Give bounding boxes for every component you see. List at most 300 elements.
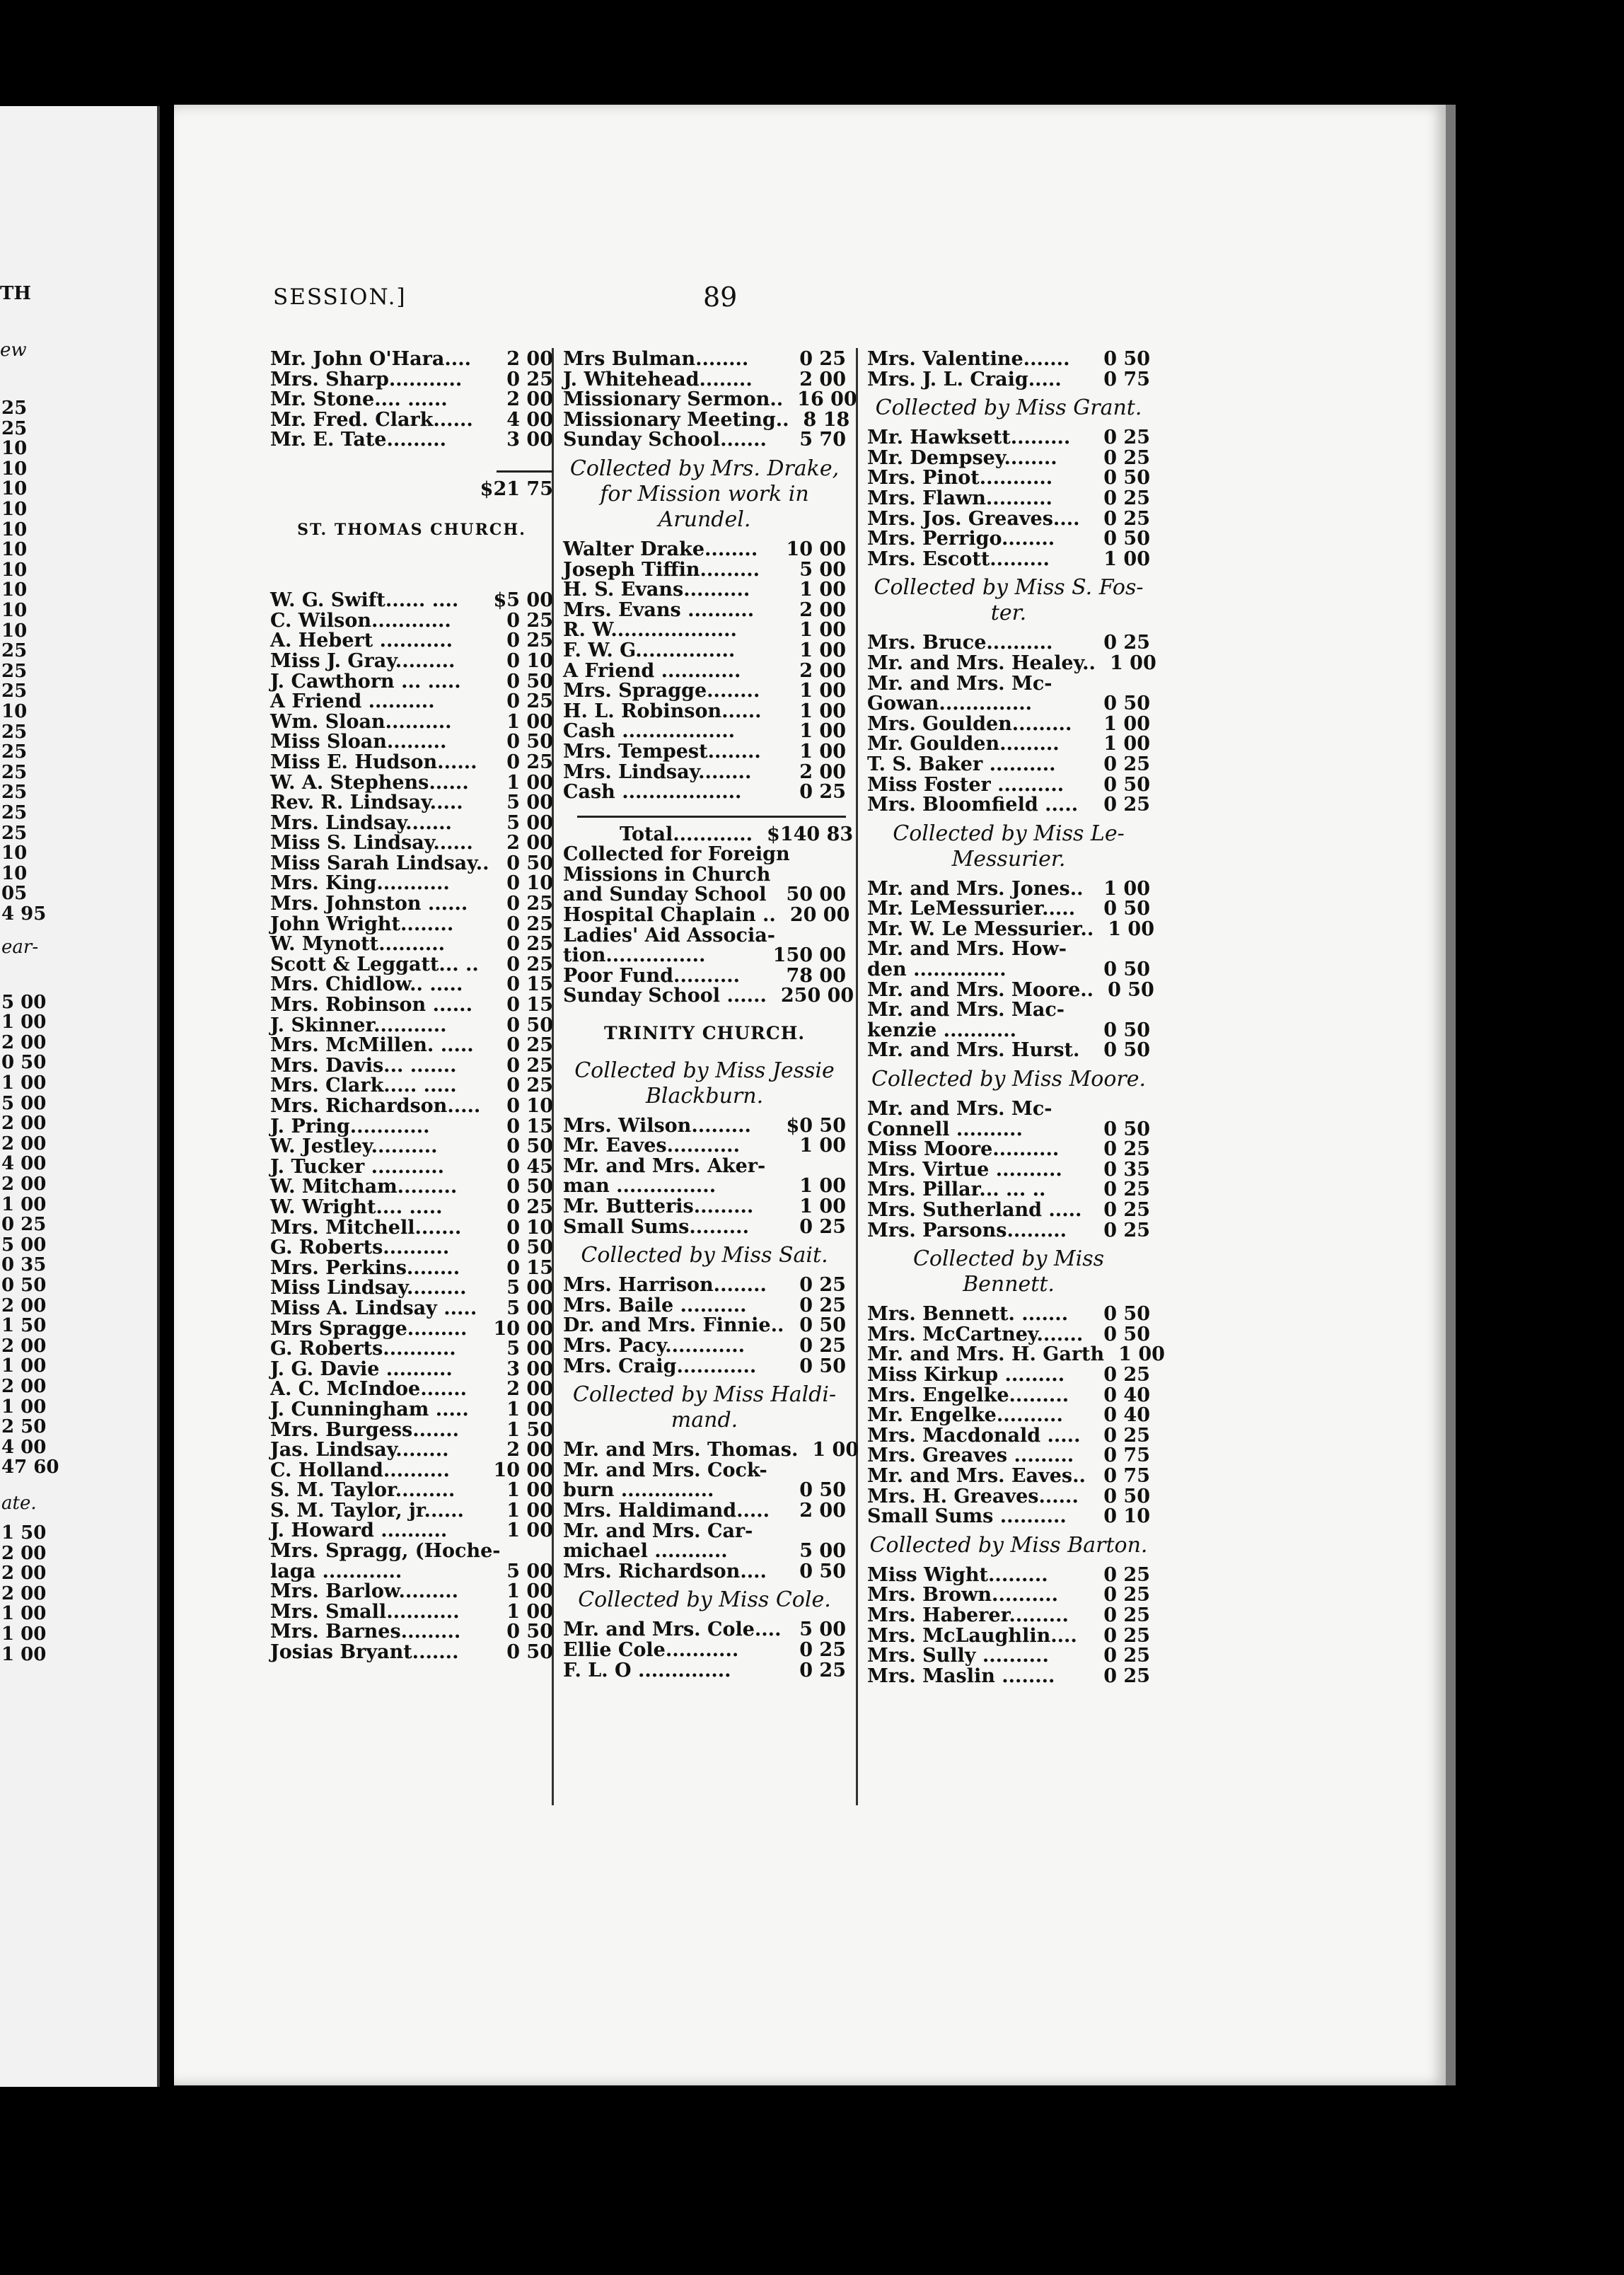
entry-name: Missionary Sermon.. bbox=[563, 388, 784, 411]
entry-amount: 0 50 bbox=[1103, 773, 1150, 796]
entry-name: F. L. O .............. bbox=[563, 1659, 731, 1681]
entry-amount: 1 00 bbox=[506, 1398, 553, 1420]
entry-name: Mrs. Flawn.......... bbox=[867, 487, 1052, 509]
ledger-entry bbox=[563, 1541, 846, 1562]
entry-name: Sunday School ...... bbox=[563, 985, 767, 1007]
entry-name: Mrs. Johnston ...... bbox=[270, 893, 468, 915]
entry-amount: 0 25 bbox=[799, 781, 846, 804]
entry-name: Ellie Cole........... bbox=[563, 1638, 739, 1661]
entry-name: Miss S. Lindsay...... bbox=[270, 832, 473, 855]
entry-name: Cash ................. bbox=[563, 720, 736, 743]
entry-name: Mr. and Mrs. Cock- bbox=[563, 1459, 767, 1481]
entry-amount: 2 00 bbox=[799, 1499, 846, 1522]
donor-list-moore bbox=[867, 1099, 1150, 1241]
ledger-entry bbox=[270, 915, 553, 935]
ledger-entry bbox=[270, 1360, 553, 1380]
ledger-entry bbox=[867, 1386, 1150, 1406]
entry-name: F. W. G............... bbox=[563, 639, 736, 661]
heading-collected-by-miss-cole: Collected by Miss Cole. bbox=[578, 1587, 831, 1613]
entry-name: Mrs. Pacy............ bbox=[563, 1334, 746, 1357]
entry-amount: 1 00 bbox=[1109, 652, 1156, 674]
donor-list-haldimand bbox=[563, 1439, 859, 1582]
ledger-entry bbox=[563, 865, 846, 886]
ledger-entry bbox=[563, 782, 846, 803]
entry-amount: 0 40 bbox=[1103, 1404, 1150, 1427]
entry-name: Mrs. Clark..... ..... bbox=[270, 1075, 457, 1097]
entry-name: Mrs. Parsons......... bbox=[867, 1219, 1067, 1241]
entry-amount: 2 00 bbox=[506, 1378, 553, 1401]
entry-amount: 0 25 bbox=[1103, 632, 1150, 654]
entry-amount: 50 00 bbox=[786, 884, 846, 906]
entry-name: Mr. and Mrs. H. Garth bbox=[867, 1343, 1105, 1366]
entry-amount: 0 50 bbox=[506, 1176, 553, 1198]
entry-name: Mrs. Greaves ......... bbox=[867, 1445, 1074, 1467]
left-page-amount: 1 00 bbox=[1, 1603, 47, 1625]
left-page-amount: 10 bbox=[1, 519, 28, 540]
left-page-amount: 1 00 bbox=[1, 1355, 47, 1377]
entry-name: Mr. and Mrs. Jones.. bbox=[867, 877, 1084, 900]
entry-amount: 0 15 bbox=[506, 973, 553, 996]
entry-amount bbox=[1136, 939, 1150, 960]
ledger-entry bbox=[270, 874, 553, 894]
entry-name: Mrs. Spragg, (Hoche- bbox=[270, 1540, 501, 1563]
entry-name: Mr. Fred. Clark...... bbox=[270, 408, 473, 431]
ledger-entry bbox=[270, 1440, 553, 1461]
ledger-entry bbox=[867, 917, 1154, 940]
entry-amount: 2 00 bbox=[506, 832, 553, 855]
entry-amount: 0 50 bbox=[506, 852, 553, 874]
entry-name: Mr. and Mrs. Car- bbox=[563, 1519, 753, 1542]
entry-amount: 0 50 bbox=[799, 1355, 846, 1377]
ledger-entry bbox=[563, 1336, 846, 1357]
entry-name: C. Holland.......... bbox=[270, 1459, 450, 1481]
entry-amount: 8 18 bbox=[803, 408, 850, 431]
entry-name: Josias Bryant....... bbox=[270, 1641, 459, 1664]
ledger-entry bbox=[563, 430, 846, 451]
ledger-entry bbox=[867, 489, 1150, 509]
entry-name: Mrs. Burgess....... bbox=[270, 1418, 460, 1441]
entry-name: Sunday School....... bbox=[563, 429, 767, 451]
ledger-entry bbox=[563, 966, 846, 987]
ledger-entry bbox=[563, 1461, 846, 1481]
ledger-entry bbox=[270, 1521, 553, 1541]
entry-amount: 0 50 bbox=[506, 1014, 553, 1036]
left-page-amount: 10 bbox=[1, 620, 28, 642]
entry-name: Mr. John O'Hara.... bbox=[270, 348, 471, 370]
entry-amount: 0 25 bbox=[799, 1334, 846, 1357]
entry-amount: 0 10 bbox=[506, 872, 553, 895]
entry-name: den .............. bbox=[867, 959, 1007, 981]
entry-amount: 2 00 bbox=[506, 348, 553, 370]
entry-name: Mr. and Mrs. Healey.. bbox=[867, 652, 1096, 674]
ledger-entry bbox=[867, 1446, 1150, 1466]
ledger-entry bbox=[867, 1325, 1150, 1345]
entry-amount: 0 25 bbox=[1103, 1179, 1150, 1201]
entry-name: Mrs. Perrigo........ bbox=[867, 528, 1055, 550]
entry-name: A. C. McIndoe....... bbox=[270, 1378, 468, 1401]
entry-amount: 1 00 bbox=[1118, 1343, 1165, 1366]
entry-amount: 0 15 bbox=[506, 1256, 553, 1279]
entry-amount: 0 25 bbox=[506, 953, 553, 976]
ledger-entry bbox=[867, 1120, 1150, 1140]
entry-name: kenzie ........... bbox=[867, 1019, 1017, 1041]
entry-amount: 10 00 bbox=[493, 1459, 553, 1481]
entry-amount: 4 00 bbox=[506, 408, 553, 431]
entry-name: Mrs. Spragge........ bbox=[563, 680, 760, 702]
entry-amount: 1 00 bbox=[799, 1196, 846, 1217]
ledger-entry bbox=[563, 985, 854, 1007]
entry-amount: 10 00 bbox=[786, 538, 846, 560]
ledger-entry bbox=[867, 899, 1150, 920]
ledger-entry bbox=[867, 674, 1150, 695]
entry-amount: 16 00 bbox=[797, 388, 857, 411]
entry-name: R. W................... bbox=[563, 619, 737, 642]
donor-list-sait bbox=[563, 1275, 846, 1377]
entry-name: Mrs. Sully .......... bbox=[867, 1645, 1049, 1667]
entry-amount: 1 50 bbox=[506, 1418, 553, 1441]
ledger-entry bbox=[867, 509, 1150, 530]
left-page-amount: 10 bbox=[1, 701, 28, 722]
column-1 bbox=[270, 349, 553, 1663]
ledger-entry bbox=[270, 811, 553, 834]
ledger-entry bbox=[867, 1406, 1150, 1426]
entry-amount: 0 25 bbox=[1103, 1645, 1150, 1667]
left-page-amount: 10 bbox=[1, 478, 28, 500]
entry-name: Mr. W. Le Messurier.. bbox=[867, 917, 1094, 940]
ledger-entry bbox=[563, 681, 846, 702]
entry-amount: 0 50 bbox=[506, 1621, 553, 1643]
left-page-amount: 25 bbox=[1, 721, 28, 743]
entry-amount: 5 00 bbox=[506, 811, 553, 834]
entry-amount: 0 50 bbox=[1103, 1323, 1150, 1345]
donor-list-cole bbox=[563, 1620, 846, 1681]
entry-amount: 1 00 bbox=[506, 1499, 553, 1522]
entry-amount: 0 25 bbox=[1103, 794, 1150, 816]
entry-name: A Friend .......... bbox=[270, 690, 435, 713]
ledger-entry bbox=[867, 1667, 1150, 1687]
left-page-amount: 1 00 bbox=[1, 1643, 47, 1665]
ledger-entry bbox=[563, 1136, 846, 1157]
ledger-entry bbox=[867, 529, 1150, 550]
ledger-entry bbox=[563, 1620, 846, 1640]
entry-name: Wm. Sloan.......... bbox=[270, 710, 452, 733]
ledger-entry bbox=[270, 1622, 553, 1643]
ledger-entry bbox=[867, 1160, 1150, 1181]
heading-collected-by-mrs-drake: Collected by Mrs. Drake, for Mission work in Arundel. bbox=[569, 456, 840, 532]
entry-name: Mrs. Wilson......... bbox=[563, 1114, 751, 1137]
ledger-entry bbox=[563, 661, 846, 682]
entry-name: Missions in Church bbox=[563, 863, 771, 886]
ledger-entry bbox=[270, 854, 553, 874]
entry-name: Mr. and Mrs. Mc- bbox=[867, 672, 1052, 695]
entry-name: Miss Moore.......... bbox=[867, 1138, 1060, 1161]
ledger-entry bbox=[563, 904, 850, 927]
entry-amount: 0 25 bbox=[506, 690, 553, 713]
ledger-entry bbox=[867, 879, 1150, 900]
ledger-entry bbox=[867, 349, 1150, 370]
ledger-entry bbox=[867, 1606, 1150, 1626]
entry-name: Mr. Hawksett......... bbox=[867, 427, 1071, 449]
donor-list-top bbox=[867, 349, 1150, 390]
entry-amount: 0 25 bbox=[1103, 1219, 1150, 1241]
entry-name: Mrs Spragge......... bbox=[270, 1317, 468, 1340]
ledger-entry bbox=[867, 1041, 1150, 1061]
left-page-amount: 5 00 bbox=[1, 991, 47, 1013]
entry-name: Mrs. J. L. Craig..... bbox=[867, 368, 1062, 390]
ledger-entry bbox=[270, 1481, 553, 1501]
running-header: SESSION.] bbox=[273, 284, 407, 310]
entry-amount: 1 00 bbox=[799, 579, 846, 601]
ledger-entry bbox=[563, 885, 846, 905]
entry-amount bbox=[832, 926, 846, 947]
entry-name: Hospital Chaplain .. bbox=[563, 904, 776, 927]
ledger-entry bbox=[563, 580, 846, 601]
ledger-entry bbox=[270, 1501, 553, 1522]
entry-amount: 0 50 bbox=[1103, 528, 1150, 550]
ledger-entry bbox=[563, 702, 846, 722]
entry-amount: 0 50 bbox=[1103, 1118, 1150, 1140]
ledger-entry bbox=[270, 753, 553, 773]
entry-amount: 0 25 bbox=[1103, 507, 1150, 530]
left-page-amount: 25 bbox=[1, 802, 28, 823]
ledger-entry bbox=[270, 934, 553, 955]
entry-name: Mr. and Mrs. Moore.. bbox=[867, 978, 1094, 1001]
ledger-entry bbox=[867, 1365, 1150, 1386]
entry-amount: 250 00 bbox=[780, 985, 854, 1007]
entry-name: Joseph Tiffin......... bbox=[563, 558, 760, 581]
entry-amount: 0 50 bbox=[1103, 1485, 1150, 1507]
left-page-amount: 25 bbox=[1, 741, 28, 763]
ledger-entry bbox=[867, 1626, 1150, 1647]
entry-name: Mrs. Virtue .......... bbox=[867, 1158, 1062, 1181]
entry-amount: 5 00 bbox=[506, 1560, 553, 1582]
ledger-entry bbox=[270, 894, 553, 915]
ledger-entry bbox=[270, 410, 553, 431]
entry-amount: 3 00 bbox=[506, 429, 553, 451]
entry-amount: 0 25 bbox=[506, 1196, 553, 1218]
ledger-entry bbox=[867, 775, 1150, 796]
ledger-entry bbox=[867, 1487, 1150, 1507]
entry-name: Mrs. Davis... ....... bbox=[270, 1054, 457, 1077]
column-divider-2 bbox=[856, 348, 858, 1805]
donor-list-top bbox=[563, 348, 857, 451]
entry-amount: 1 00 bbox=[799, 1135, 846, 1157]
total-label: Total............ bbox=[620, 823, 753, 845]
left-page-amount: 0 50 bbox=[1, 1052, 47, 1074]
left-page-amount: 1 00 bbox=[1, 1012, 47, 1034]
entry-amount bbox=[1136, 1000, 1150, 1021]
entry-name: Mr. and Mrs. Cole.... bbox=[563, 1619, 782, 1641]
entry-name: Small Sums .......... bbox=[867, 1505, 1067, 1528]
entry-amount: 0 25 bbox=[506, 1054, 553, 1077]
entry-amount: 0 25 bbox=[1103, 1665, 1150, 1687]
entry-amount: 1 00 bbox=[799, 700, 846, 722]
entry-amount: 0 25 bbox=[1103, 1624, 1150, 1647]
entry-name: H. S. Evans.......... bbox=[563, 579, 750, 601]
entry-name: Mrs. Pinot........... bbox=[867, 467, 1053, 490]
ledger-entry bbox=[270, 692, 553, 712]
donor-list-grant bbox=[867, 428, 1150, 569]
entry-amount: 0 25 bbox=[1103, 487, 1150, 509]
entry-amount: 0 15 bbox=[506, 1115, 553, 1138]
entry-name: Mrs. Lindsay........ bbox=[563, 760, 752, 783]
total-value: $140 83 bbox=[767, 823, 854, 845]
entry-name: Mr. Butteris......... bbox=[563, 1196, 754, 1217]
entry-name: michael ........... bbox=[563, 1540, 728, 1563]
entry-name: Mr. Goulden......... bbox=[867, 733, 1060, 756]
entry-name: W. Mitcham......... bbox=[270, 1176, 458, 1198]
ledger-entry bbox=[867, 1585, 1150, 1606]
left-page-text-fragment: ear- bbox=[1, 936, 39, 958]
entry-amount: 0 75 bbox=[1103, 1445, 1150, 1467]
ledger-entry bbox=[270, 430, 553, 451]
left-page-amount: 10 bbox=[1, 499, 28, 520]
entry-amount: 0 25 bbox=[1103, 1138, 1150, 1161]
ledger-entry bbox=[270, 1319, 553, 1340]
left-page-amount: 1 50 bbox=[1, 1315, 47, 1337]
ledger-entry bbox=[867, 1343, 1165, 1366]
left-page-amount: 2 00 bbox=[1, 1031, 47, 1053]
ledger-entry bbox=[867, 1221, 1150, 1241]
left-page-amount: 25 bbox=[1, 398, 28, 419]
ledger-entry bbox=[270, 1056, 553, 1077]
entry-amount: 1 00 bbox=[506, 1479, 553, 1502]
ledger-entry bbox=[270, 995, 553, 1016]
left-page-amount: 10 bbox=[1, 862, 28, 884]
entry-name: Mrs. Macdonald ..... bbox=[867, 1424, 1081, 1447]
ledger-entry bbox=[563, 641, 846, 661]
ledger-entry bbox=[270, 1420, 553, 1441]
ledger-entry bbox=[563, 926, 846, 947]
entry-amount: 1 00 bbox=[506, 771, 553, 794]
left-page-amount: 2 00 bbox=[1, 1113, 47, 1135]
entry-amount: 0 10 bbox=[506, 1095, 553, 1117]
entry-name: Gowan.............. bbox=[867, 693, 1033, 715]
entry-amount: 1 00 bbox=[812, 1439, 859, 1461]
entry-name: and Sunday School bbox=[563, 884, 767, 906]
ledger-entry bbox=[270, 1096, 553, 1117]
left-page-amount: 25 bbox=[1, 822, 28, 844]
left-page-amount: 0 25 bbox=[1, 1214, 47, 1236]
entry-amount bbox=[1136, 674, 1150, 695]
entry-amount: 0 25 bbox=[506, 1075, 553, 1097]
ledger-entry bbox=[867, 1507, 1150, 1527]
subtotal-rule bbox=[497, 470, 553, 473]
ledger-entry bbox=[867, 978, 1154, 1001]
heading-collected-by-miss-bennett: Collected by Miss Bennett. bbox=[912, 1246, 1105, 1297]
left-page-amount: 5 00 bbox=[1, 1092, 47, 1114]
entry-amount: 0 25 bbox=[506, 609, 553, 632]
ledger-entry bbox=[563, 408, 850, 431]
entry-name: Jas. Lindsay........ bbox=[270, 1439, 449, 1461]
entry-amount: 0 25 bbox=[506, 1034, 553, 1057]
entry-name: Small Sums......... bbox=[563, 1215, 749, 1238]
entry-name: Mrs. Baile .......... bbox=[563, 1294, 747, 1316]
entry-name: Mrs. Jos. Greaves.... bbox=[867, 507, 1080, 530]
left-page-amount: 1 00 bbox=[1, 1072, 47, 1094]
left-page-amount: 25 bbox=[1, 761, 28, 783]
entry-name: Cash .................. bbox=[563, 781, 742, 804]
entry-amount: 0 75 bbox=[1103, 1464, 1150, 1487]
entry-name: Connell .......... bbox=[867, 1118, 1023, 1140]
entry-amount bbox=[832, 845, 846, 865]
ledger-entry bbox=[563, 1501, 846, 1522]
column-2 bbox=[563, 348, 859, 1681]
left-page-amount: 1 00 bbox=[1, 1623, 47, 1645]
entry-amount: 0 25 bbox=[799, 1294, 846, 1316]
ledger-entry bbox=[563, 1217, 846, 1238]
entry-amount: 20 00 bbox=[789, 904, 850, 927]
entry-name: Mrs. Barlow......... bbox=[270, 1580, 459, 1603]
entry-name: Miss Sarah Lindsay.. bbox=[270, 852, 489, 874]
left-page-amount: 2 00 bbox=[1, 1542, 47, 1564]
entry-name: Mrs. Evans .......... bbox=[563, 598, 755, 621]
donor-list-st-thomas bbox=[270, 591, 553, 1662]
entry-name: W. Mynott.......... bbox=[270, 933, 446, 956]
entry-amount: 0 50 bbox=[1103, 959, 1150, 981]
donor-list-blackburn bbox=[563, 1116, 846, 1238]
entry-name: Scott & Leggatt... .. bbox=[270, 953, 479, 976]
entry-amount: 0 25 bbox=[1103, 1584, 1150, 1607]
entry-amount: 0 25 bbox=[1103, 1424, 1150, 1447]
heading-collected-by-miss-haldimand: Collected by Miss Haldi- mand. bbox=[572, 1382, 837, 1433]
entry-amount: 0 50 bbox=[1103, 1303, 1150, 1326]
entry-amount: 1 00 bbox=[1103, 712, 1150, 735]
entry-name: Mrs. H. Greaves...... bbox=[867, 1485, 1079, 1507]
entry-name: Miss E. Hudson...... bbox=[270, 751, 477, 773]
entry-name: Mrs. Haberer......... bbox=[867, 1604, 1069, 1626]
entry-name: Poor Fund.......... bbox=[563, 964, 741, 987]
entry-amount: 0 50 bbox=[1103, 898, 1150, 920]
entry-amount: 0 15 bbox=[506, 994, 553, 1017]
entry-name: Miss Kirkup ......... bbox=[867, 1363, 1065, 1386]
ledger-entry bbox=[867, 1021, 1150, 1041]
entry-amount: 3 00 bbox=[506, 1358, 553, 1380]
ledger-entry bbox=[867, 1000, 1150, 1021]
entry-name: T. S. Baker .......... bbox=[867, 753, 1056, 775]
entry-name: Mrs. Sharp........... bbox=[270, 368, 463, 390]
entry-amount: 1 00 bbox=[1103, 733, 1150, 756]
ledger-entry bbox=[563, 1439, 859, 1461]
entry-name: Walter Drake........ bbox=[563, 538, 758, 560]
entry-name: W. Jestley.......... bbox=[270, 1135, 438, 1158]
total-row bbox=[563, 823, 854, 845]
left-page-amount: 1 50 bbox=[1, 1522, 47, 1544]
ledger-page bbox=[174, 105, 1456, 2085]
ledger-entry bbox=[270, 1238, 553, 1258]
entry-amount: $5 00 bbox=[493, 589, 553, 612]
donor-list-lemessurier bbox=[867, 877, 1154, 1062]
ledger-entry bbox=[867, 468, 1150, 489]
ledger-entry bbox=[270, 349, 553, 370]
ledger-entry bbox=[867, 1099, 1150, 1120]
ledger-entry bbox=[563, 760, 846, 783]
entry-amount: 2 00 bbox=[799, 368, 846, 390]
entry-name: Mrs. Harrison........ bbox=[563, 1274, 767, 1297]
ledger-entry bbox=[867, 1304, 1150, 1325]
entry-name: Mr. and Mrs. Mc- bbox=[867, 1098, 1052, 1121]
entry-name: Mr. Eaves........... bbox=[563, 1135, 740, 1157]
ledger-entry bbox=[867, 1466, 1150, 1487]
entry-amount: 0 50 bbox=[799, 1479, 846, 1502]
entry-amount: 0 50 bbox=[506, 1237, 553, 1259]
ledger-entry bbox=[563, 722, 846, 742]
entry-amount: 1 00 bbox=[506, 710, 553, 733]
entry-amount: 0 10 bbox=[1103, 1505, 1150, 1528]
ledger-entry bbox=[867, 755, 1150, 775]
entry-name: Mrs. Chidlow.. ..... bbox=[270, 973, 463, 996]
entry-amount: 1 00 bbox=[799, 680, 846, 702]
